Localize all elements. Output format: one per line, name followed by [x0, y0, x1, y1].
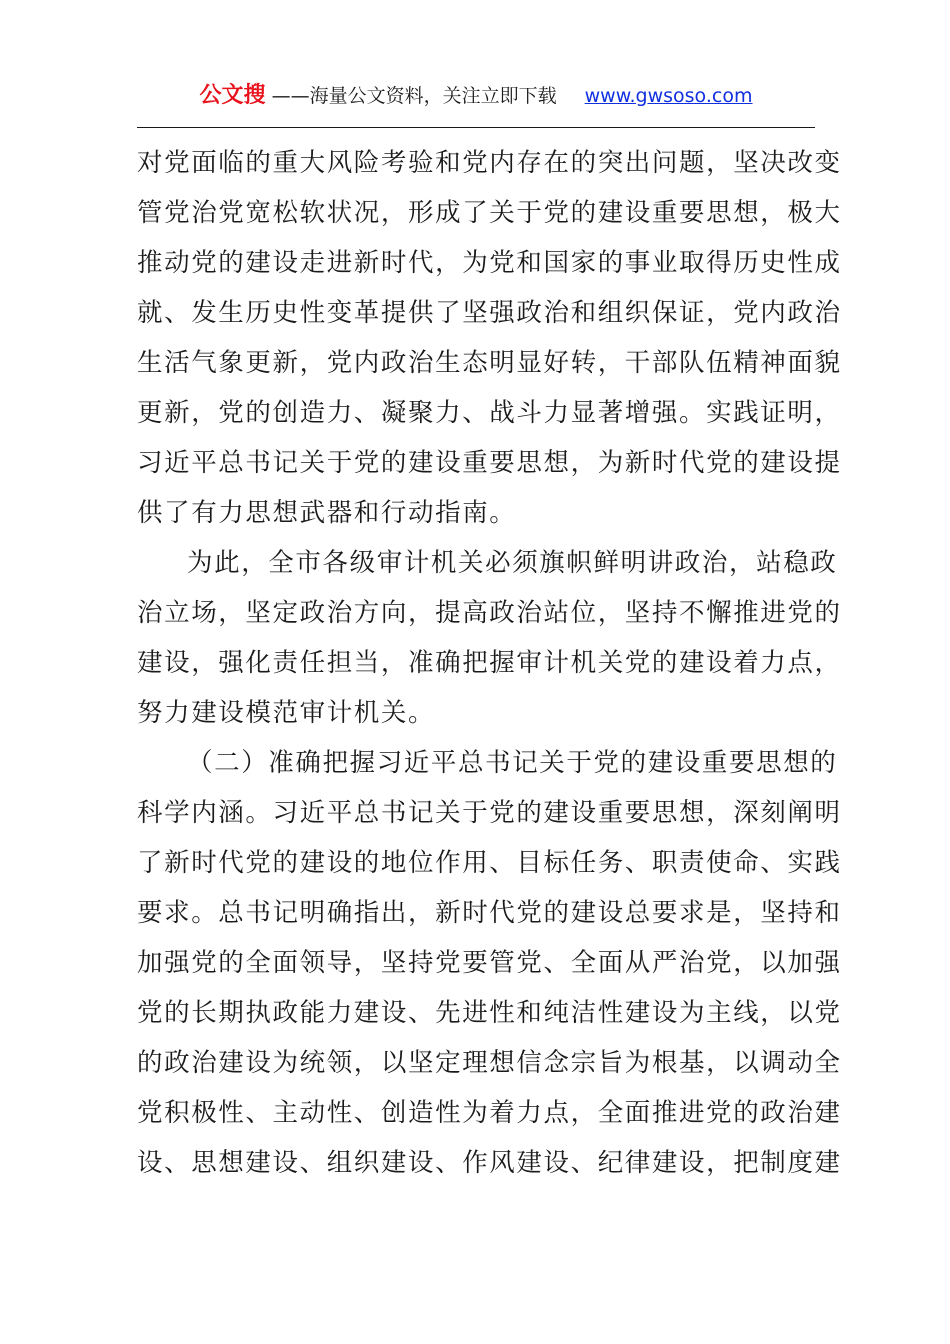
text-line: 科学内涵。习近平总书记关于党的建设重要思想，深刻阐明 [137, 798, 842, 828]
text-line: 设、思想建设、组织建设、作风建设、纪律建设，把制度建 [137, 1148, 842, 1178]
text-line: 加强党的全面领导，坚持党要管党、全面从严治党，以加强 [137, 948, 842, 978]
text-line: 党积极性、主动性、创造性为着力点，全面推进党的政治建 [137, 1098, 842, 1128]
text-line: 的政治建设为统领，以坚定理想信念宗旨为根基，以调动全 [137, 1048, 842, 1078]
header-slogan: ——海量公文资料，关注立即下载 [271, 85, 557, 107]
text-line: 建设，强化责任担当，准确把握审计机关党的建设着力点， [137, 648, 842, 678]
paragraph-3 [137, 738, 842, 1188]
text-line: 为此，全市各级审计机关必须旗帜鲜明讲政治，站稳政 [187, 548, 838, 578]
text-line: 党的长期执政能力建设、先进性和纯洁性建设为主线，以党 [137, 998, 842, 1028]
text-line: 治立场，坚定政治方向，提高政治站位，坚持不懈推进党的 [137, 598, 842, 628]
text-line: 努力建设模范审计机关。 [137, 698, 436, 728]
text-line: 推动党的建设走进新时代，为党和国家的事业取得历史性成 [137, 248, 842, 278]
text-line: 生活气象更新，党内政治生态明显好转，干部队伍精神面貌 [137, 348, 842, 378]
paragraph-1 [137, 138, 842, 538]
text-line: 习近平总书记关于党的建设重要思想，为新时代党的建设提 [137, 448, 842, 478]
text-line: 对党面临的重大风险考验和党内存在的突出问题，坚决改变 [137, 148, 842, 178]
page-header [137, 82, 815, 110]
text-line: 更新，党的创造力、凝聚力、战斗力显著增强。实践证明， [137, 398, 842, 428]
section-heading-line: （二）准确把握习近平总书记关于党的建设重要思想的 [187, 748, 838, 778]
text-line: 管党治党宽松软状况，形成了关于党的建设重要思想，极大 [137, 198, 842, 228]
text-line: 了新时代党的建设的地位作用、目标任务、职责使命、实践 [137, 848, 842, 878]
brand-logo-text: 公文搜 [199, 83, 266, 108]
paragraph-2 [137, 538, 842, 738]
text-line: 要求。总书记明确指出，新时代党的建设总要求是，坚持和 [137, 898, 842, 928]
website-link[interactable]: www.gwsoso.com [584, 85, 753, 107]
document-body [137, 138, 842, 1188]
text-line: 就、发生历史性变革提供了坚强政治和组织保证，党内政治 [137, 298, 842, 328]
header-divider [137, 127, 815, 128]
text-line: 供了有力思想武器和行动指南。 [137, 498, 517, 528]
